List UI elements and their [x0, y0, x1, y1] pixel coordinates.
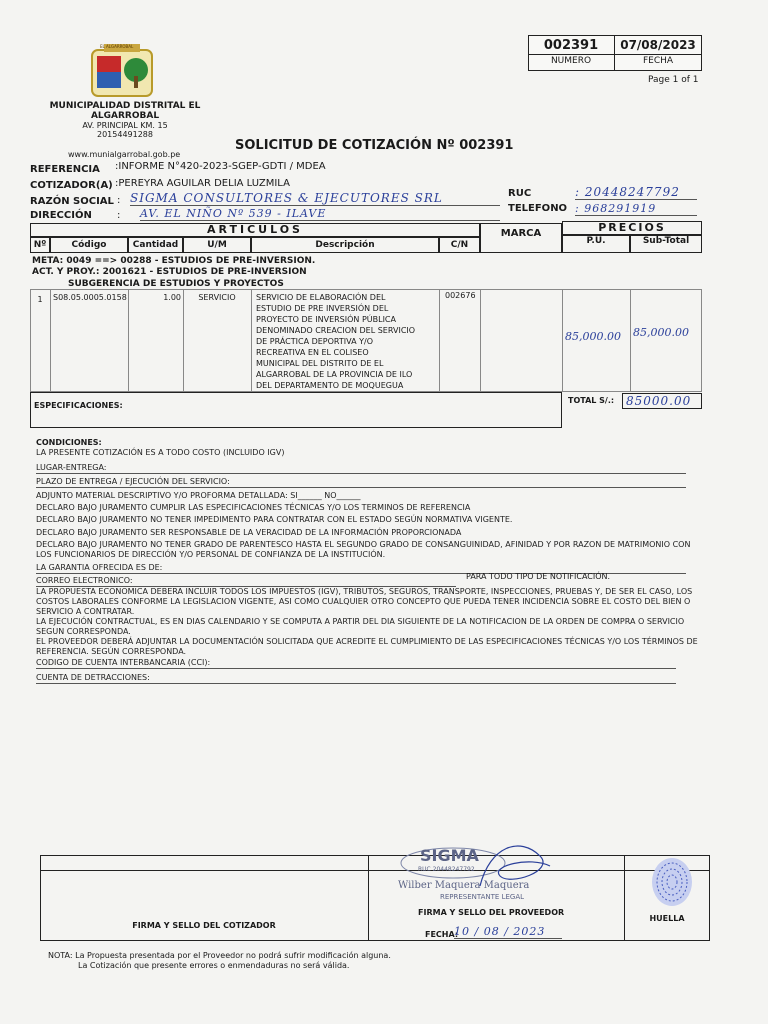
org-name-line1: MUNICIPALIDAD DISTRITAL EL [49, 101, 201, 111]
fecha-firma-value: 10 / 08 / 2023 [454, 925, 562, 939]
desc-line: DE PRÁCTICA DEPORTIVA Y/O [256, 337, 373, 346]
ruc-label: RUC [508, 188, 532, 199]
fecha-firma-label: FECHA: [425, 930, 459, 939]
condition-line: LA EJECUCIÓN CONTRACTUAL, ES EN DIAS CALENDARIO Y SE COMPUTA A PARTIR DEL DIA SIGUIENTE DE LA NOTIFICACION DE LA ORDEN DE COMPRA O SERVICIO [36, 617, 685, 626]
col-cantidad: Cantidad [132, 240, 179, 250]
total-label: TOTAL S/.: [568, 396, 615, 405]
numero-label: NUMERO [550, 56, 592, 66]
firma-proveedor-label: FIRMA Y SELLO DEL PROVEEDOR [418, 908, 565, 917]
row-n: 1 [37, 295, 43, 304]
desc-line: DEL DEPARTAMENTO DE MOQUEGUA [256, 381, 404, 390]
stamp-ruc: RUC 20448247792 [418, 866, 475, 873]
condition-line: LUGAR-ENTREGA: [36, 463, 686, 474]
desc-line: PROYECTO DE INVERSIÓN PÚBLICA [256, 315, 396, 324]
condition-line: COSTOS LABORALES CONFORME LA LEGISLACION VIGENTE, ASI COMO CUALQUIER OTRO CONCEPTO QUE PUEDA TENER INCIDENCIA SOBRE EL COSTO DEL BIEN O [36, 597, 691, 606]
numero-value: 002391 [543, 38, 599, 53]
condition-line: LOS FUNCIONARIOS DE DIRECCIÓN Y/O PERSONAL DE CONFIANZA DE LA INSTITUCIÓN. [36, 550, 386, 559]
desc-line: MUNICIPAL DEL DISTRITO DE EL [256, 359, 384, 368]
col-n: Nº [33, 240, 47, 250]
marca-header: MARCA [500, 228, 542, 239]
row-pu: 85,000.00 [565, 330, 621, 343]
meta-line1: META: 0049 ==> 00288 - ESTUDIOS DE PRE-INVERSION. [32, 256, 316, 266]
telefono-value: : 968291919 [575, 202, 697, 216]
condition-line: LA PRESENTE COTIZACIÓN ES A TODO COSTO (INCLUIDO IGV) [36, 448, 285, 457]
fecha-value: 07/08/2023 [620, 38, 696, 52]
stamp-company: SIGMA [420, 846, 479, 865]
condition-line: REFERENCIA. SEGÚN CORRESPONDA. [36, 647, 187, 656]
fingerprint [648, 856, 696, 908]
col-descripcion: Descripción [315, 240, 375, 250]
desc-line: RECREATIVA EN EL COLISEO [256, 348, 369, 357]
razon-label: RAZÓN SOCIAL [30, 196, 114, 207]
desc-line: DENOMINADO CREACION DEL SERVICIO [256, 326, 416, 335]
total-value: 85000.00 [626, 394, 692, 408]
razon-colon: : [117, 195, 121, 206]
precios-header: PRECIOS [598, 221, 666, 234]
condition-line: SEGUN CORRESPONDA. [36, 627, 131, 636]
condition-line: LA GARANTIA OFRECIDA ES DE: [36, 563, 686, 574]
cotizador-value: :PEREYRA AGUILAR DELIA LUZMILA [115, 178, 290, 189]
municipal-logo [88, 44, 156, 98]
signer-role: REPRESENTANTE LEGAL [440, 893, 525, 901]
fecha-label: FECHA [642, 56, 674, 66]
razon-value: SIGMA CONSULTORES & EJECUTORES SRL [130, 191, 500, 206]
row-um: SERVICIO [198, 293, 236, 302]
col-subtotal: Sub-Total [642, 236, 690, 246]
firma-cotizador-label: FIRMA Y SELLO DEL COTIZADOR [132, 921, 276, 930]
condition-line: CORREO ELECTRONICO: [36, 576, 456, 587]
document-title: SOLICITUD DE COTIZACIÓN Nº 002391 [235, 138, 514, 153]
org-address: AV. PRINCIPAL KM. 15 [82, 121, 168, 130]
conditions-title: CONDICIONES: [36, 438, 102, 447]
condition-line: DECLARO BAJO JURAMENTO NO TENER GRADO DE PARENTESCO HASTA EL SEGUNDO GRADO DE CONSANGUINIDAD, AFINIDAD Y POR RAZON DE MATRIMONIO CON [36, 540, 691, 549]
condition-line: LA PROPUESTA ECONOMICA DEBERA INCLUIR TODOS LOS IMPUESTOS (IGV), TRIBUTOS, SEGUROS, TRANSPORTE, INSPECCIONES, PRUEBAS Y, DE SER EL CASO, LOS [36, 587, 693, 596]
desc-line: ALGARROBAL DE LA PROVINCIA DE ILO [256, 370, 413, 379]
row-descripcion [256, 292, 438, 391]
col-pu: P.U. [586, 236, 606, 246]
notification-note: PARA TODO TIPO DE NOTIFICACIÓN. [466, 572, 611, 581]
referencia-value: :INFORME N°420-2023-SGEP-GDTI / MDEA [115, 161, 326, 172]
cotizador-label: COTIZADOR(A) [30, 180, 113, 191]
col-codigo: Código [71, 240, 107, 250]
col-um: U/M [207, 240, 227, 250]
org-name [30, 101, 220, 121]
condition-line: DECLARO BAJO JURAMENTO SER RESPONSABLE DE LA VERACIDAD DE LA INFORMACIÓN PROPORCIONADA [36, 528, 462, 537]
org-web: www.munialgarrobal.gob.pe [68, 150, 181, 159]
org-name-line2: ALGARROBAL [90, 111, 160, 121]
direccion-label: DIRECCIÓN [30, 210, 92, 221]
note-line1: NOTA: La Propuesta presentada por el Proveedor no podrá sufrir modificación alguna. [48, 951, 391, 960]
telefono-label: TELEFONO [508, 203, 568, 214]
huella-label: HUELLA [649, 914, 685, 923]
row-cantidad: 1.00 [163, 293, 181, 302]
desc-line: SERVICIO DE ELABORACIÓN DEL [256, 293, 386, 302]
direccion-value: AV. EL NIÑO Nº 539 - ILAVE [140, 207, 500, 221]
page-number: Page 1 of 1 [648, 75, 699, 85]
direccion-colon: : [117, 210, 121, 221]
note-line2: La Cotización que presente errores o enmendaduras no será válida. [78, 961, 350, 970]
condition-line: PLAZO DE ENTREGA / EJECUCIÓN DEL SERVICIO: [36, 477, 686, 488]
condition-line: CUENTA DE DETRACCIONES: [36, 673, 676, 684]
articulos-title: ARTICULOS [207, 223, 303, 236]
signer-name: Wilber Maquera Maquera [398, 880, 530, 891]
condition-line: CODIGO DE CUENTA INTERBANCARIA (CCI): [36, 658, 676, 669]
row-subtotal: 85,000.00 [633, 326, 689, 339]
condition-line: ADJUNTO MATERIAL DESCRIPTIVO Y/O PROFORMA DETALLADA: SI______ NO______ [36, 491, 361, 500]
desc-line: ESTUDIO DE PRE INVERSIÓN DEL [256, 304, 389, 313]
especificaciones-box [30, 392, 562, 428]
referencia-label: REFERENCIA [30, 164, 100, 175]
row-cn: 002676 [445, 291, 476, 300]
numero-fecha-box [528, 35, 702, 71]
meta-line2: ACT. Y PROY.: 2001621 - ESTUDIOS DE PRE-INVERSION [32, 267, 307, 277]
ruc-value: : 20448247792 [575, 185, 697, 200]
condition-line: EL PROVEEDOR DEBERÁ ADJUNTAR LA DOCUMENTACIÓN SOLICITADA QUE ACREDITE EL CUMPLIMIENTO DE LAS ESPECIFICACIONES TÉCNICAS Y/O LOS TÉRMINOS DE [36, 637, 698, 646]
meta-line3: SUBGERENCIA DE ESTUDIOS Y PROYECTOS [68, 279, 284, 289]
condition-line: DECLARO BAJO JURAMENTO CUMPLIR LAS ESPECIFICACIONES TÉCNICAS Y/O LOS TERMINOS DE REFERENCIA [36, 503, 471, 512]
condition-line: SERVICIO A CONTRATAR. [36, 607, 135, 616]
col-cn: C/N [450, 240, 469, 250]
org-ruc: 20154491288 [97, 130, 153, 139]
logo-text: EL ALGARROBAL [100, 44, 134, 49]
row-codigo: S08.05.0005.0158 [53, 293, 127, 302]
especificaciones-label: ESPECIFICACIONES: [34, 401, 123, 410]
condition-line: DECLARO BAJO JURAMENTO NO TENER IMPEDIMENTO PARA CONTRATAR CON EL ESTADO SEGÚN NORMATIVA VIGENTE. [36, 515, 513, 524]
org-address-block [30, 121, 220, 139]
